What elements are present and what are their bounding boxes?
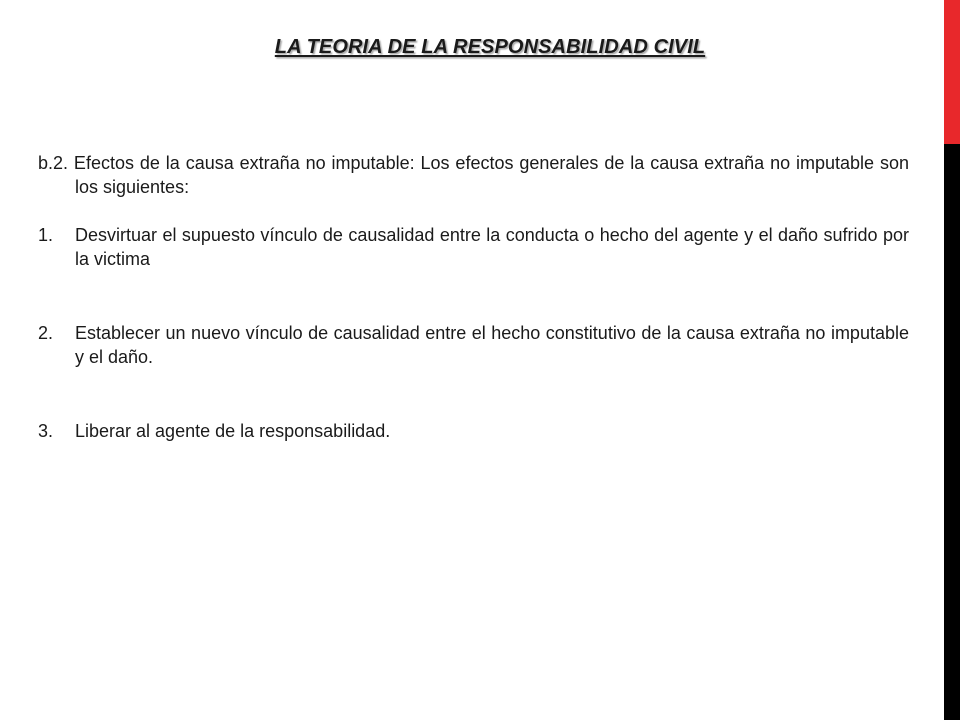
slide-body <box>38 151 909 443</box>
list-item <box>38 419 909 443</box>
side-accent-bar-red <box>944 0 960 144</box>
list-item-number: 3. <box>38 421 54 441</box>
slide-title: LA TEORIA DE LA RESPONSABILIDAD CIVIL <box>274 36 706 58</box>
list-item-text: Establecer un nuevo vínculo de causalidad entre el hecho constitutivo de la causa extraña no imputable y el daño. <box>75 323 909 367</box>
side-accent-bar-black <box>944 144 960 720</box>
list-item-number: 2. <box>38 323 54 343</box>
list-item-number: 1. <box>38 225 54 245</box>
list-item <box>38 321 909 369</box>
list-item <box>38 223 909 271</box>
list-item-text: Desvirtuar el supuesto vínculo de causalidad entre la conducta o hecho del agente y el daño sufrido por la victima <box>75 225 909 269</box>
intro-paragraph: b.2. Efectos de la causa extraña no imputable: Los efectos generales de la causa extraña no imputable son los siguientes: <box>38 153 909 197</box>
list-item-text: Liberar al agente de la responsabilidad. <box>75 421 391 441</box>
